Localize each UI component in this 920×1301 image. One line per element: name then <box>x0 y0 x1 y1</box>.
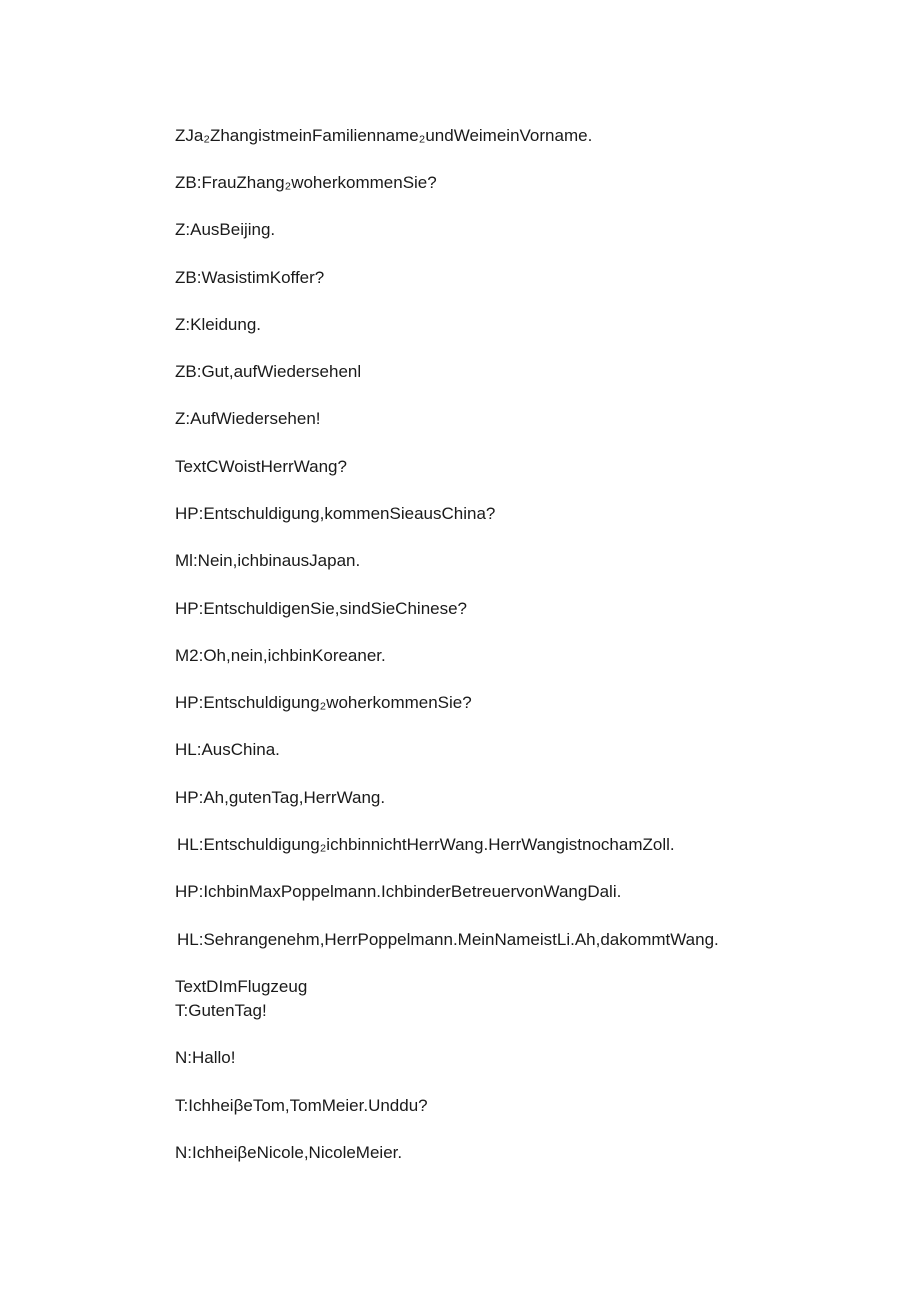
dialogue-line: N:IchheiβeNicole,NicoleMeier. <box>175 1143 403 1162</box>
dialogue-line: HP:Entschuldigung,kommenSieausChina? <box>175 504 496 523</box>
dialogue-line: Ml:Nein,ichbinausJapan. <box>175 551 361 570</box>
dialogue-line: HL:Entschuldigung₂ichbinnichtHerrWang.HerrWangistnochamZoll. <box>177 835 675 854</box>
dialogue-line: T:IchheiβeTom,TomMeier.Unddu? <box>175 1096 428 1115</box>
dialogue-line: ZB:WasistimKoffer? <box>175 268 325 287</box>
section-heading: TextDImFlugzeug <box>175 977 308 996</box>
dialogue-line: ZB:FrauZhang₂woherkommenSie? <box>175 173 437 192</box>
dialogue-line: HP:IchbinMaxPoppelmann.IchbinderBetreuervonWangDali. <box>175 882 622 901</box>
section-heading: TextCWoistHerrWang? <box>175 457 347 476</box>
dialogue-line: HP:Ah,gutenTag,HerrWang. <box>175 788 386 807</box>
dialogue-line: HL:Sehrangenehm,HerrPoppelmann.MeinNameistLi.Ah,dakommtWang. <box>177 930 719 949</box>
dialogue-line: N:Hallo! <box>175 1048 236 1067</box>
dialogue-line: Z:Kleidung. <box>175 315 261 334</box>
dialogue-line: HL:AusChina. <box>175 740 280 759</box>
dialogue-line: M2:Oh,nein,ichbinKoreaner. <box>175 646 386 665</box>
dialogue-line: ZJa₂ZhangistmeinFamilienname₂undWeimeinVorname. <box>175 126 593 145</box>
dialogue-line: HP:EntschuldigenSie,sindSieChinese? <box>175 599 468 618</box>
dialogue-line: Z:AufWiedersehen! <box>175 409 321 428</box>
dialogue-line: T:GutenTag! <box>175 1001 267 1020</box>
dialogue-line: Z:AusBeijing. <box>175 220 276 239</box>
dialogue-line: HP:Entschuldigung₂woherkommenSie? <box>175 693 472 712</box>
dialogue-line: ZB:Gut,aufWiedersehenl <box>175 362 362 381</box>
